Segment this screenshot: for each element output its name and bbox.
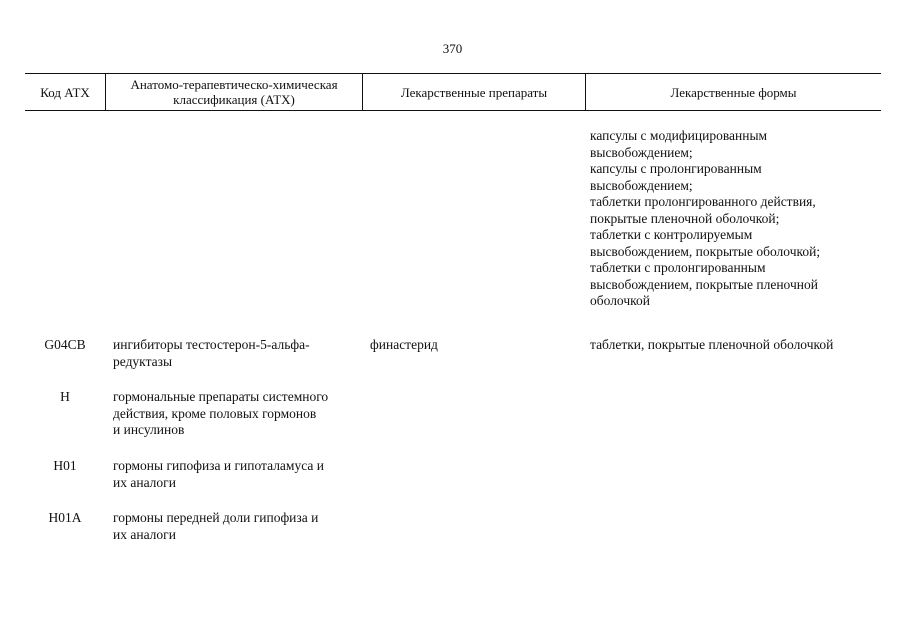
- atc-classification: [113, 337, 363, 370]
- drug-form: таблетки, покрытые пленочной оболочкой: [590, 337, 834, 352]
- classification-line: их аналоги: [113, 526, 176, 542]
- continuation-line: высвобождением, покрытые пленочной: [590, 276, 818, 292]
- continuation-line: таблетки с контролируемым: [590, 227, 753, 242]
- header-code: Код АТХ: [40, 84, 90, 100]
- classification-line: гормоны передней доли гипофиза и: [113, 510, 319, 525]
- continuation-line: высвобождением;: [590, 177, 693, 193]
- header-classification-line1: Анатомо-терапевтическо-химическая: [130, 77, 338, 92]
- header-classification: [105, 74, 362, 110]
- continuation-line: покрытые пленочной оболочкой;: [590, 210, 780, 226]
- continuation-line: высвобождением, покрытые оболочкой;: [590, 243, 821, 259]
- atc-classification: [113, 389, 363, 439]
- classification-line: гормональные препараты системного: [113, 389, 329, 404]
- classification-line: гормоны гипофиза и гипоталамуса и: [113, 458, 324, 473]
- continuation-line: таблетки пролонгированного действия,: [590, 194, 816, 209]
- header-classification-line2: классификация (АТХ): [173, 92, 295, 107]
- classification-line: ингибиторы тестостерон-5-альфа-: [113, 337, 310, 352]
- drug-name: финастерид: [370, 337, 438, 352]
- atc-code: H01A: [48, 510, 82, 525]
- atc-classification: [113, 510, 363, 543]
- atc-classification: [113, 458, 363, 491]
- classification-line: действия, кроме половых гормонов: [113, 405, 317, 421]
- classification-line: их аналоги: [113, 474, 176, 490]
- continuation-line: высвобождением;: [590, 144, 693, 160]
- header-drugs: Лекарственные препараты: [362, 74, 585, 110]
- classification-line: и инсулинов: [113, 422, 185, 437]
- table-header: [25, 74, 881, 110]
- page-number: 370: [442, 41, 463, 56]
- header-forms: Лекарственные формы: [585, 74, 881, 110]
- continuation-line: капсулы с модифицированным: [590, 128, 768, 143]
- atc-code: H: [60, 389, 70, 404]
- table-header-rule: [25, 110, 881, 111]
- continuation-line: капсулы с пролонгированным: [590, 161, 762, 176]
- continuation-line: таблетки с пролонгированным: [590, 260, 766, 275]
- atc-code: H01: [53, 458, 77, 473]
- atc-code: G04CB: [44, 337, 86, 352]
- forms-continuation: [590, 128, 875, 310]
- classification-line: редуктазы: [113, 353, 173, 369]
- continuation-line: оболочкой: [590, 293, 650, 308]
